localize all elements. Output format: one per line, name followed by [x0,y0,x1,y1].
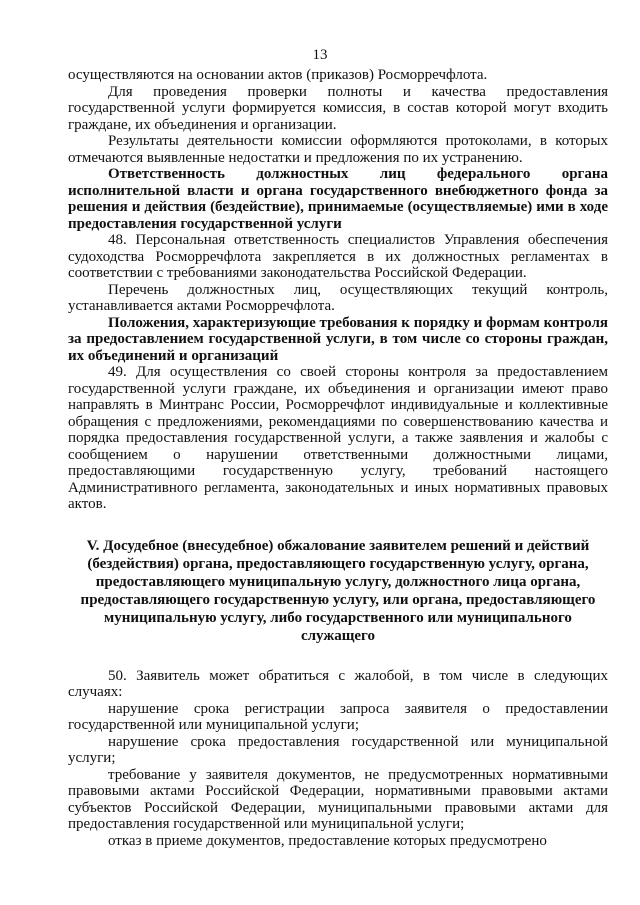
paragraph: Результаты деятельности комиссии оформляются протоколами, в которых отмечаются выявленные недостатки и предложения по их устранению. [68,133,608,166]
list-item: требование у заявителя документов, не предусмотренных нормативными правовыми актами Российской Федерации, нормативными правовыми актами субъектов Российской Федерации, муниципальными правовыми актами для предоставления государственной или муниципальной услуги; [68,766,608,832]
section-heading: Положения, характеризующие требования к порядку и формам контроля за предоставлением государственной услуги, в том числе со стороны граждан, их объединений и организаций [68,314,608,364]
paragraph: 50. Заявитель может обратиться с жалобой, в том числе в следующих случаях: [68,667,608,700]
paragraph: Перечень должностных лиц, осуществляющих текущий контроль, устанавливается актами Росморречфлота. [68,281,608,314]
page-number: 13 [312,47,328,63]
paragraph: 49. Для осуществления со своей стороны контроля за предоставлением государственной услуги граждане, их объединения и организации имеют право направлять в Минтранс России, Росморречфлот индивидуальные и коллективные обращения с предложениями, рекомендациями по совершенствованию качества и порядка предоставления государственной услуги, а также заявления и жалобы с сообщением о нарушении ответственными должностными лицами, предоставляющими государственную услугу, требований настоящего Административного регламента, законодательных и иных нормативных правовых актов. [68,364,608,512]
section-heading: Ответственность должностных лиц федерального органа исполнительной власти и органа государственного внебюджетного фонда за решения и действия (бездействие), принимаемые (осуществляемые) ими в ходе предоставления государственной услуги [68,166,608,232]
page-body [68,67,608,849]
list-item: отказ в приеме документов, предоставление которых предусмотрено [108,832,547,849]
paragraph: Для проведения проверки полноты и качества предоставления государственной услуги формируется комиссия, в состав которой могут входить граждане, их объединения и организации. [68,83,608,133]
paragraph: 48. Персональная ответственность специалистов Управления обеспечения судоходства Росморречфлота закрепляется в их должностных регламентах в соответствии с требованиями законодательства Российской Федерации. [68,232,608,281]
paragraph: осуществляются на основании актов (приказов) Росморречфлота. [68,67,488,83]
list-item: нарушение срока предоставления государственной или муниципальной услуги; [68,733,608,766]
list-item: нарушение срока регистрации запроса заявителя о предоставлении государственной или муниципальной услуги; [68,700,608,733]
chapter-heading: V. Досудебное (внесудебное) обжалование заявителем решений и действий (бездействия) органа, предоставляющего государственную услугу, органа, предоставляющего муниципальную услугу, должностного лица органа, предоставляющего государственную услугу, или органа, предоставляющего муниципальную услугу, либо государственного или муниципального служащего [80,537,596,644]
